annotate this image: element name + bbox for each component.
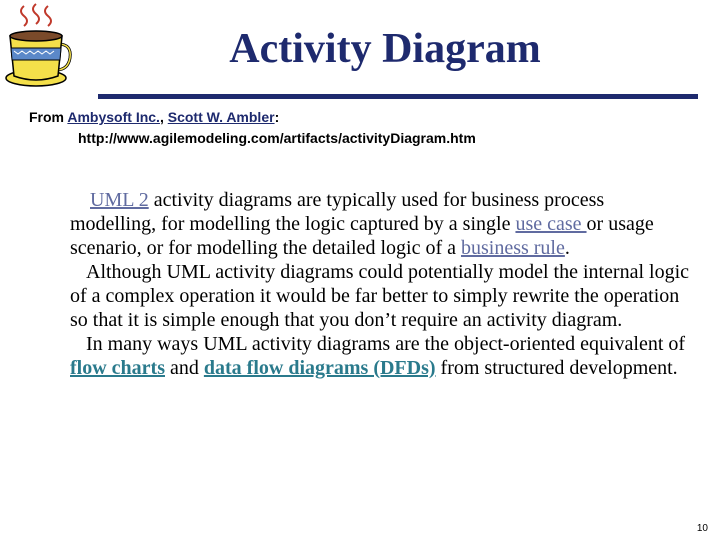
uml2-link[interactable]: UML 2	[90, 189, 149, 211]
author-link[interactable]: Scott W. Ambler	[167, 109, 275, 125]
source-colon: :	[274, 109, 280, 125]
source-credit	[29, 107, 476, 149]
p3-text-2: and	[164, 357, 204, 379]
body-text	[70, 188, 690, 380]
paragraph-1	[70, 188, 690, 260]
p3-text-1: In many ways UML activity diagrams are the object-oriented equivalent of	[86, 333, 686, 355]
use-case-link[interactable]: use case	[515, 213, 587, 235]
coffee-mug-icon	[2, 2, 74, 90]
p1-text-2: or usage scenario, or for modelling the detailed logic of a	[70, 213, 654, 259]
p3-text-3: from structured development.	[435, 357, 678, 379]
paragraph-3	[70, 332, 690, 380]
flow-charts-link[interactable]: flow charts	[70, 357, 165, 379]
business-rule-link[interactable]: business rule	[460, 237, 565, 259]
source-prefix: From	[29, 109, 68, 125]
p2-text: Although UML activity diagrams could potentially model the internal logic of a complex operation it would be far better to simply rewrite the operation so that it is simple enough that you don’t require an activity diagram.	[70, 261, 690, 331]
page-title: Activity Diagram	[229, 26, 541, 72]
paragraph-2	[70, 260, 690, 332]
p1-text-3: .	[564, 237, 570, 259]
data-flow-diagrams-link[interactable]: data flow diagrams (DFDs)	[203, 357, 436, 379]
source-url: http://www.agilemodeling.com/artifacts/activityDiagram.htm	[78, 130, 476, 146]
p1-text-1: activity diagrams are typically used for business process modelling, for modelling the logic captured by a single	[70, 189, 605, 235]
source-separator: ,	[159, 109, 168, 125]
page-number: 10	[696, 523, 708, 534]
ambysoft-link[interactable]: Ambysoft Inc.	[67, 109, 160, 125]
title-divider	[98, 94, 698, 99]
